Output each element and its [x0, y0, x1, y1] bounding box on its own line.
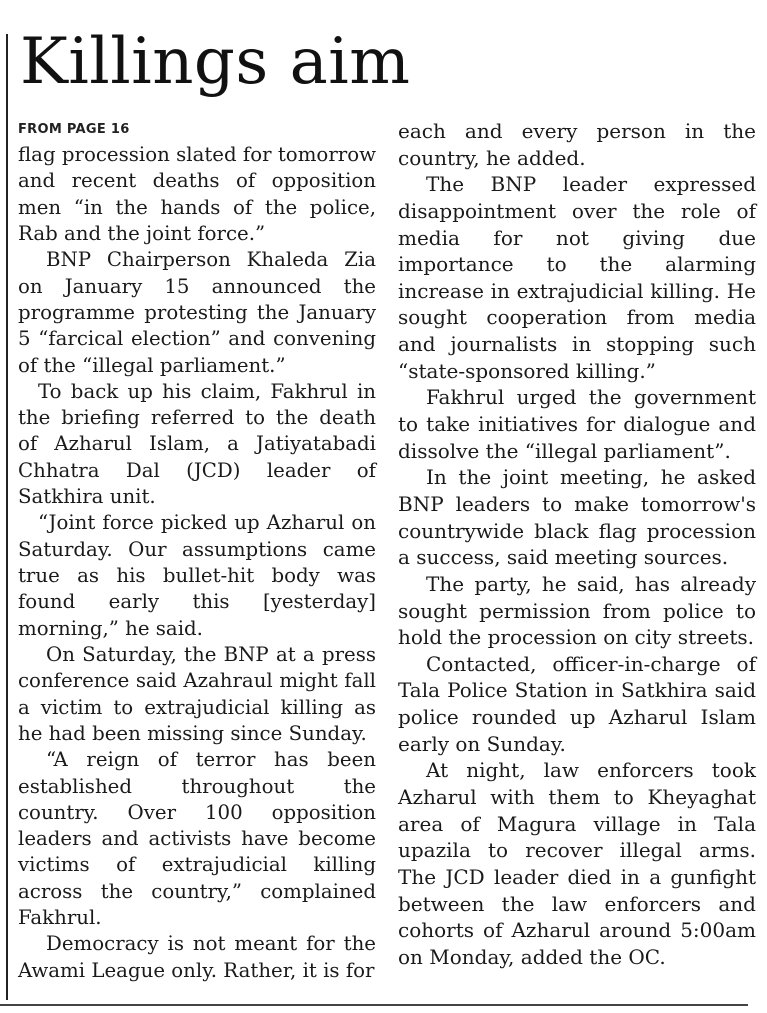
article-paragraph: Contacted, officer-in-charge of Tala Police Station in Satkhira said police rounded up Azharul Islam early on Sunday. [398, 651, 756, 756]
article-paragraph: Democracy is not meant for the Awami League only. Rather, it is for [18, 932, 376, 982]
column-rule-left [6, 34, 8, 1000]
article-paragraph: At night, law enforcers took Azharul with them to Kheyaghat area of Magura village in Tala upazila to recover illegal arms. The JCD leader died in a gunfight between the law enforcers and cohorts of Azharul around 5:00am on Monday, added the OC. [398, 758, 756, 969]
article-paragraph: flag procession slated for tomorrow and recent deaths of opposition men “in the hands of the police, Rab and the joint force.” [18, 143, 376, 245]
article-paragraph: BNP Chairperson Khaleda Zia on January 15 announced the programme protesting the January 5 “farcical election” and convening of the “illegal parliament.” [18, 248, 376, 377]
article-paragraph: On Saturday, the BNP at a press conference said Azahraul might fall a victim to extrajudicial killing as he had been missing since Sunday. [18, 642, 376, 745]
article-paragraph: To back up his claim, Fakhrul in the briefing referred to the death of Azharul Islam, a Jatiyatabadi Chhatra Dal (JCD) leader of Satkhira unit. [18, 379, 376, 509]
article-paragraph: Fakhrul urged the government to take initiatives for dialogue and dissolve the “illegal parliament”. [398, 385, 756, 463]
bottom-rule [0, 1004, 748, 1006]
article-paragraph: The party, he said, has already sought permission from police to hold the procession on city streets. [398, 571, 756, 650]
article-paragraph: In the joint meeting, he asked BNP leaders to make tomorrow's countrywide black flag procession a success, said meeting sources. [398, 465, 756, 570]
article-paragraph: The BNP leader expressed disappointment over the role of media for not giving due importance to the alarming increase in extrajudicial killing. He sought cooperation from media and journalists in stopping such “state-sponsored killing.” [398, 172, 756, 383]
article-column-left [18, 118, 376, 984]
article-paragraph: “Joint force picked up Azharul on Saturday. Our assumptions came true as his bullet-hit body was found early this [yesterday] morning,” he said. [18, 511, 376, 640]
article-paragraph: “A reign of terror has been established throughout the country. Over 100 opposition leaders and activists have become victims of extrajudicial killing across the country,” complained Fakhrul. [18, 748, 376, 930]
article-paragraph: each and every person in the country, he added. [398, 119, 756, 170]
headline: Killings aim [20, 25, 411, 99]
jump-line: FROM PAGE 16 [18, 122, 130, 137]
article-column-right [398, 118, 756, 971]
